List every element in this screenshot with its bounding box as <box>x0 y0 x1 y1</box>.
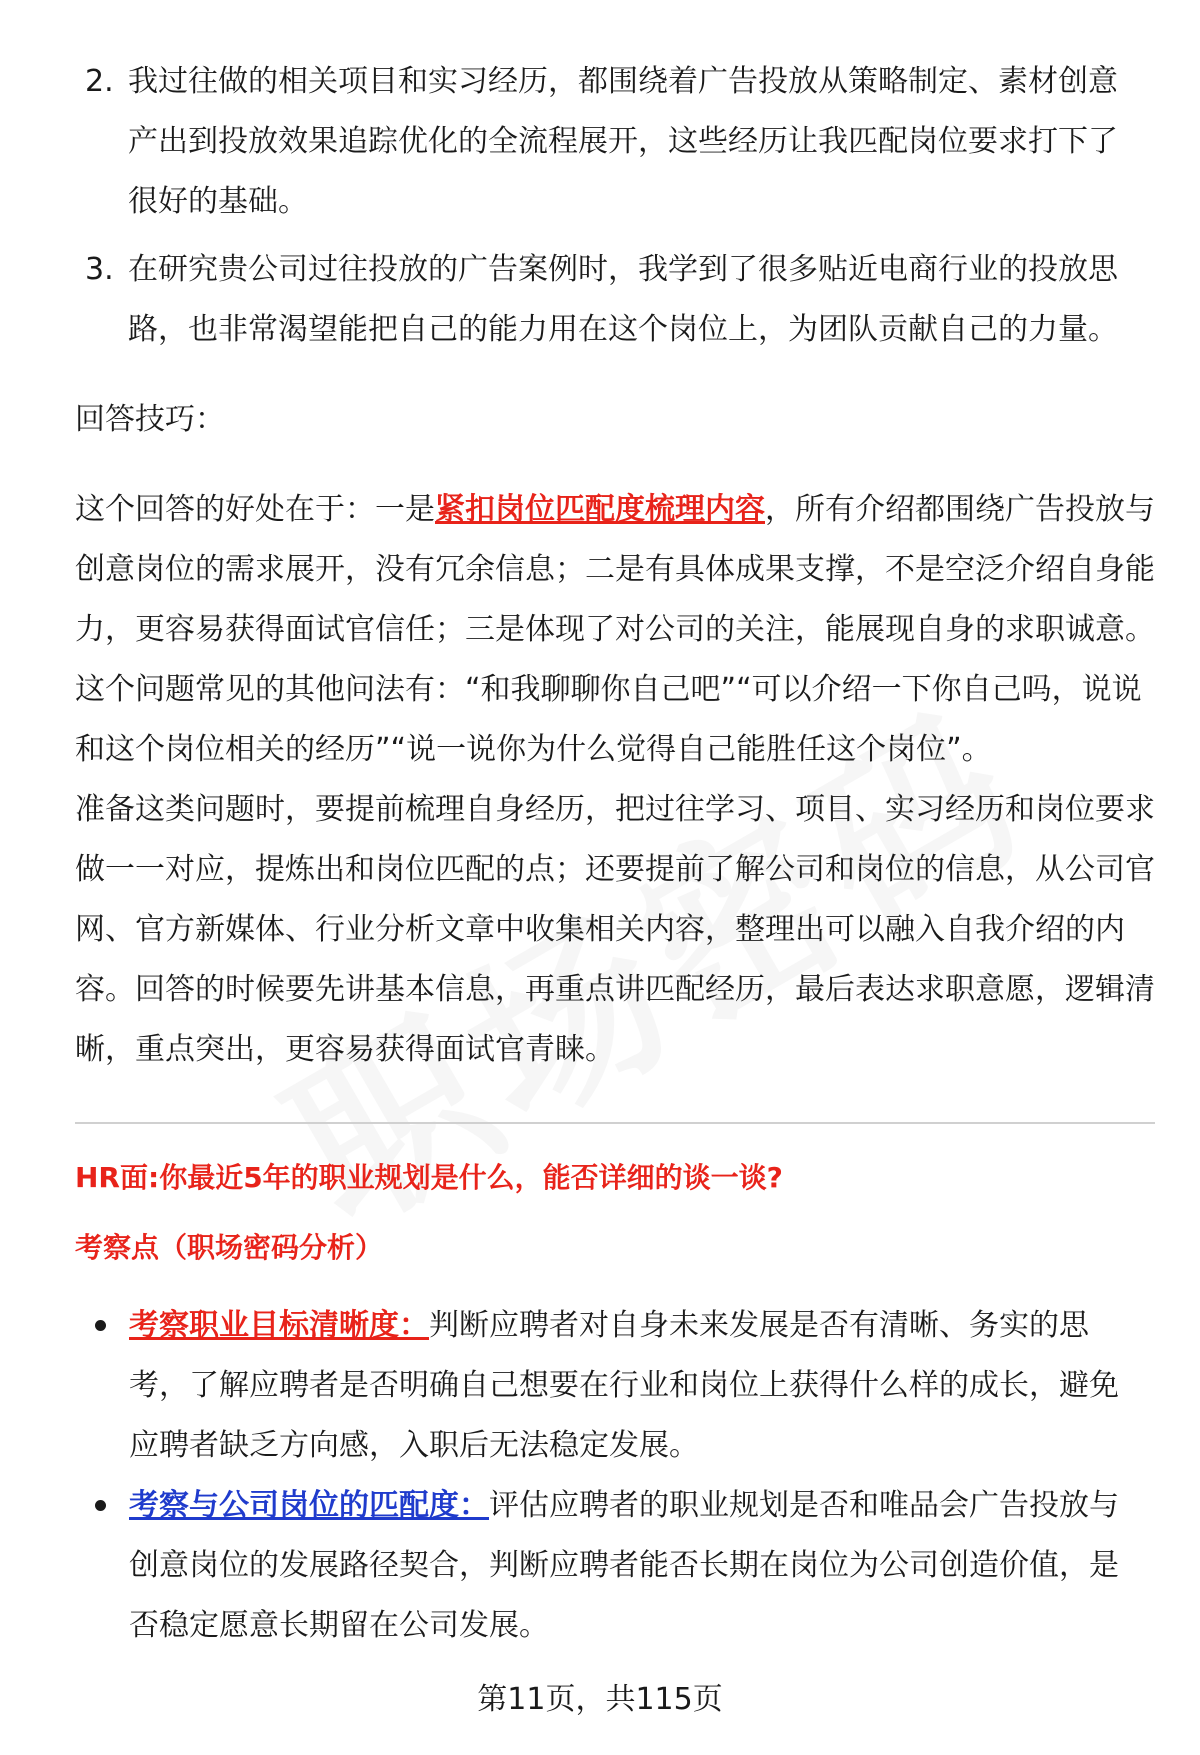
page-footer: 第11页，共115页 <box>477 1682 723 1717</box>
list-number: 2. <box>85 64 114 99</box>
analysis-paragraph <box>75 480 1155 660</box>
bullet-label: 考察职业目标清晰度： <box>129 1308 429 1343</box>
tips-label: 回答技巧： <box>75 402 225 437</box>
bullet-career-clarity <box>95 1296 1145 1476</box>
list-number: 3. <box>85 252 114 287</box>
bullet-text: 评估应聘者的职业规划是否和唯品会广告投放与创意岗位的发展路径契合，判断应聘者能否长期在岗位为公司创造价值，是否稳定愿意长期留在公司发展。 <box>129 1488 1119 1643</box>
list-item-3 <box>85 240 1145 360</box>
analysis-suffix: ，所有介绍都围绕广告投放与创意岗位的需求展开，没有冗余信息；二是有具体成果支撑，不是空泛介绍自身能力，更容易获得面试官信任；三是体现了对公司的关注，能展现自身的求职诚意。 <box>75 492 1155 647</box>
bullet-dot-icon <box>95 1500 106 1511</box>
list-item-2 <box>85 52 1145 232</box>
preparation-paragraph: 准备这类问题时，要提前梳理自身经历，把过往学习、项目、实习经历和岗位要求做一一对应，提炼出和岗位匹配的点；还要提前了解公司和岗位的信息，从公司官网、官方新媒体、行业分析文章中收集相关内容，整理出可以融入自我介绍的内容。回答的时候要先讲基本信息，再重点讲匹配经历，最后表达求职意愿，逻辑清晰，重点突出，更容易获得面试官青睐。 <box>75 792 1155 1067</box>
analysis-prefix: 这个回答的好处在于：一是 <box>75 492 435 527</box>
section-title: 考察点（职场密码分析） <box>75 1231 384 1264</box>
list-text: 在研究贵公司过往投放的广告案例时，我学到了很多贴近电商行业的投放思路，也非常渴望能把自己的能力用在这个岗位上，为团队贡献自己的力量。 <box>128 252 1118 347</box>
analysis-highlight: 紧扣岗位匹配度梳理内容 <box>435 492 765 527</box>
bullet-dot-icon <box>95 1320 106 1331</box>
bullet-text: 判断应聘者对自身未来发展是否有清晰、务实的思考，了解应聘者是否明确自己想要在行业和岗位上获得什么样的成长，避免应聘者缺乏方向感，入职后无法稳定发展。 <box>129 1308 1119 1463</box>
bullet-label: 考察与公司岗位的匹配度： <box>129 1488 489 1523</box>
bullet-position-fit <box>95 1476 1145 1656</box>
list-text: 我过往做的相关项目和实习经历，都围绕着广告投放从策略制定、素材创意产出到投放效果追踪优化的全流程展开，这些经历让我匹配岗位要求打下了很好的基础。 <box>128 64 1118 219</box>
question-title: HR面:你最近5年的职业规划是什么，能否详细的谈一谈? <box>75 1161 783 1194</box>
other-questions-paragraph: 这个问题常见的其他问法有：“和我聊聊你自己吧”“可以介绍一下你自己吗，说说和这个岗位相关的经历”“说一说你为什么觉得自己能胜任这个岗位”。 <box>75 672 1142 767</box>
section-divider <box>75 1122 1155 1124</box>
